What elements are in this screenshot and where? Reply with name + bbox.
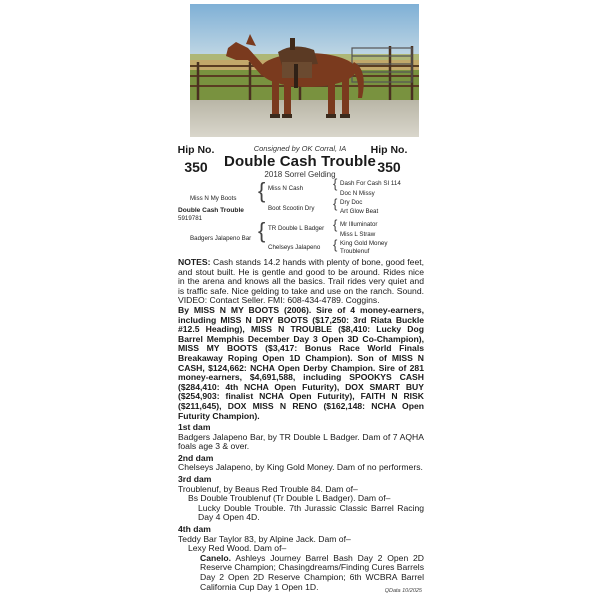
pedigree-brace: {: [258, 218, 266, 243]
pedigree-brace: {: [258, 178, 266, 203]
data-source-footer: QData 10/2025: [384, 588, 422, 594]
canelo-name: Canelo.: [200, 552, 232, 563]
hip-number: 350: [377, 159, 401, 175]
pedigree-dam-sire-sire: Mr Illuminator: [340, 221, 378, 228]
horse-name: Double Cash Trouble: [224, 153, 376, 170]
pedigree-sire-dam-dam: Art Glow Beat: [340, 208, 379, 215]
pedigree-dam-dam: Chelseys Jalapeno: [268, 244, 321, 251]
first-dam-text: Badgers Jalapeno Bar, by TR Double L Badger. Dam of 7 AQHA foals age 3 & over.: [178, 431, 424, 452]
pedigree-brace: {: [333, 217, 338, 232]
hip-number: 350: [184, 159, 208, 175]
pedigree-sire-sire: Miss N Cash: [268, 185, 304, 192]
pedigree-sire: Miss N My Boots: [190, 195, 237, 202]
pedigree-sire-sire-sire: Dash For Cash SI 114: [340, 180, 401, 187]
pedigree-brace: {: [333, 237, 338, 252]
third-dam-line-1: Troublenuf, by Beaus Red Trouble 84. Dam of–: [178, 483, 358, 494]
third-dam-line-2: Bs Double Troublenuf (Tr Double L Badger). Dam of–: [188, 493, 391, 504]
pedigree-dam: Badgers Jalapeno Bar: [190, 235, 252, 242]
pedigree-sire-sire-dam: Doc N Missy: [340, 190, 375, 197]
notes-label: NOTES:: [178, 257, 211, 267]
first-dam-heading: 1st dam: [178, 422, 211, 433]
hip-label: Hip No.: [370, 144, 408, 156]
second-dam-text: Chelseys Jalapeno, by King Gold Money. Dam of no performers.: [178, 462, 423, 473]
fourth-dam-line-1: Teddy Bar Taylor 83, by Alpine Jack. Dam of–: [178, 533, 351, 544]
fourth-dam-line-3: [178, 554, 424, 592]
pedigree-dam-sire-dam: Miss L Straw: [340, 231, 376, 238]
pedigree-dam-dam-sire: King Gold Money: [340, 240, 388, 247]
pedigree-brace: {: [333, 196, 338, 211]
hip-label: Hip No.: [177, 144, 215, 156]
third-dam-heading: 3rd dam: [178, 474, 212, 485]
third-dam-line-3: Lucky Double Trouble. 7th Jurassic Classic Barrel Racing Day 4 Open 4D.: [198, 502, 424, 523]
pedigree-dam-sire: TR Double L Badger: [268, 225, 325, 232]
pedigree-dam-dam-dam: Troublenuf: [340, 248, 370, 255]
pedigree-subject: Double Cash Trouble: [178, 207, 244, 214]
second-dam-heading: 2nd dam: [178, 452, 214, 463]
registration-number: 5919781: [178, 215, 203, 222]
horse-photo-illustration: [190, 4, 419, 137]
pedigree-sire-dam: Boot Scootin Dry: [268, 205, 315, 212]
notes-text: Cash stands 14.2 hands with plenty of bone, good feet, and stout built. He is gentle and good to be around. Rides nice in the arena and knows all the basics. Trail rides very quiet and is traffic safe. Nice gelding to take and use on the ranch. Sound. VIDEO: Contact Seller. FMI: 608-434-4789. Coggins.: [178, 257, 424, 306]
horse-description: 2018 Sorrel Gelding: [264, 170, 336, 179]
fourth-dam-line-2: Lexy Red Wood. Dam of–: [188, 543, 287, 554]
catalog-body: [178, 258, 424, 592]
fourth-dam-heading: 4th dam: [178, 524, 211, 535]
horse-photo: [190, 4, 419, 137]
notes: [178, 258, 424, 306]
consignor: Consigned by OK Corral, IA: [253, 144, 347, 153]
pedigree-sire-dam-sire: Dry Doc: [340, 199, 363, 206]
pedigree-brace: {: [333, 176, 338, 191]
sire-paragraph: By MISS N MY BOOTS (2006). Sire of 4 money-earners, including MISS N DRY BOOTS ($17,250: 3rd Riata Buckle #12.5 Heading), MISS N TROUBLE ($8,410: Lucky Dog Barrel Memphis December Day 3 Open 3D Co-Champion), MISS MY BOOTS ($3,417: Bonus Race World Finals Breakaway Roping Open 1D Champion). Son of MISS N CASH, $124,662: NCHA Open Derby Champion. Sire of 281 money-earners, $4,691,588, including SPOOKYS CASH ($284,410: 4th NCHA Open Futurity), DOX SMART BUY ($254,903: finalist NCHA Open Futurity), FAITH N RISK ($211,645), DOX MISS N RENO ($162,148: NCHA Open Futurity Champion).: [178, 304, 424, 421]
canelo-text: Ashleys Journey Barrel Bash Day 2 Open 2D Reserve Champion; Chasingdreams/Finding Cures Barrels Day 2 Open 2D Reserve Champion; 6th WCBRA Barrel California Cup Day 1 Open 1D.: [200, 552, 425, 592]
